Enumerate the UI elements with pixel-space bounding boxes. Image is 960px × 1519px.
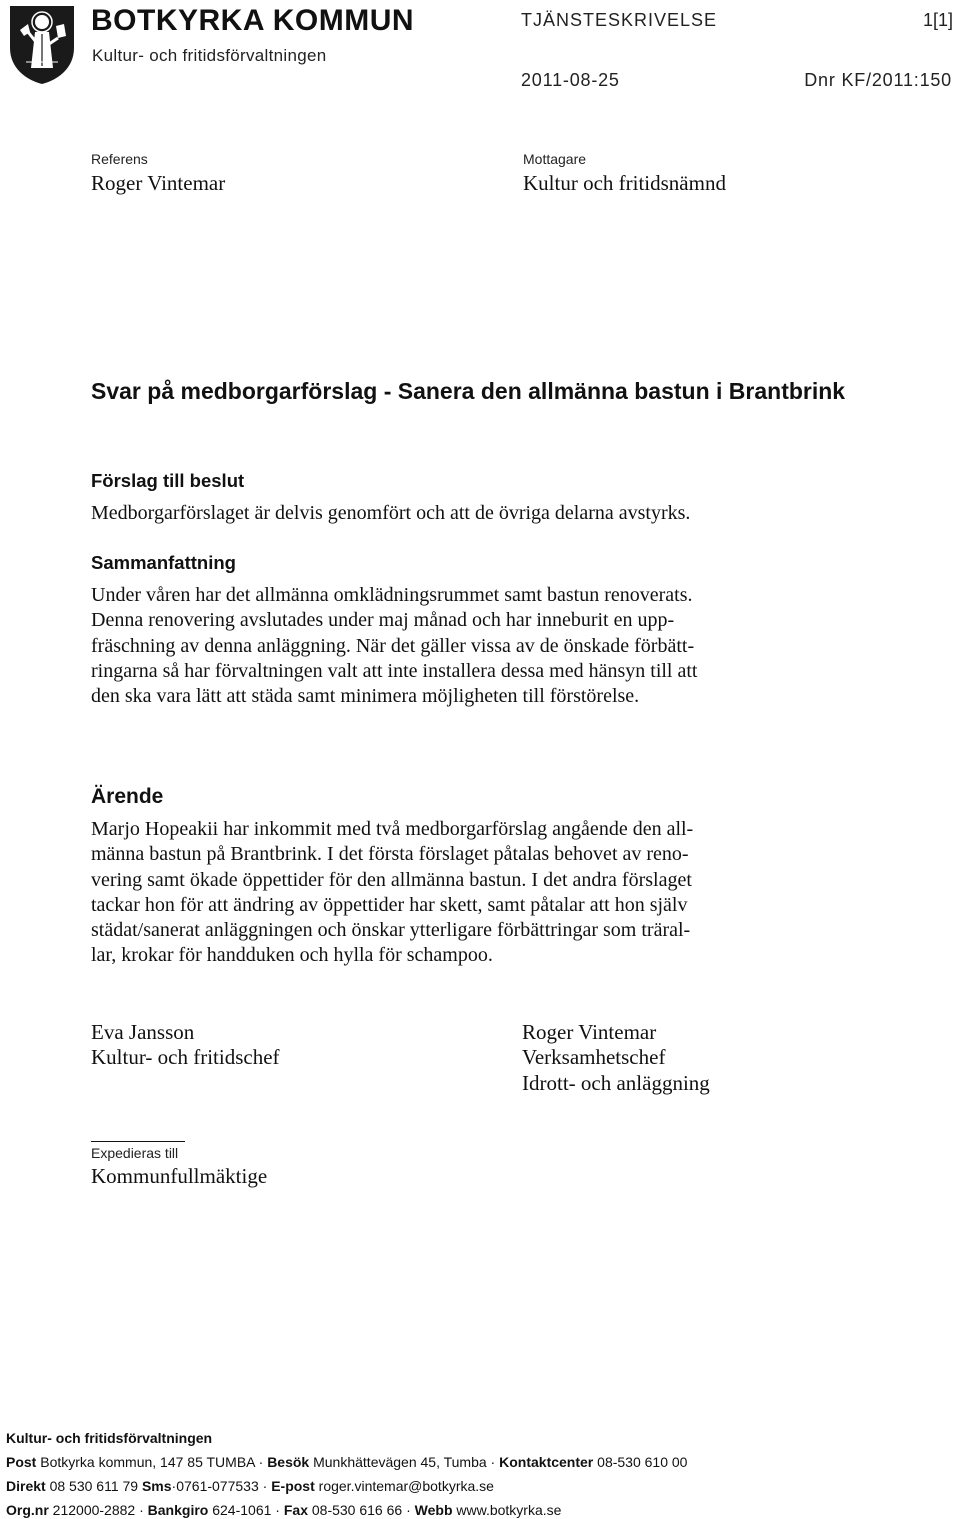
matter-line: tackar hon för att ändring av öppettider har skett, samt påtalar att hon själv	[91, 893, 688, 916]
recipient-name: Kultur och fritidsnämnd	[523, 171, 726, 195]
footer-line-3: Org.nr 212000-2882 · Bankgiro 624-1061 · Fax 08-530 616 66 · Webb www.botkyrka.se	[6, 1502, 562, 1518]
matter-line: vering samt ökade öppettider för den allmänna bastun. I det andra förslaget	[91, 868, 692, 891]
matter-line: lar, krokar för handduken och hylla för schampoo.	[91, 944, 493, 967]
registration-number: Dnr KF/2011:150	[804, 70, 952, 90]
footer-line-2: Direkt 08 530 611 79 Sms·0761-077533 · E-post roger.vintemar@botkyrka.se	[6, 1478, 494, 1494]
summary-line: fräschning av denna anläggning. När det gäller vissa av de önskade förbätt-	[91, 634, 695, 657]
page-number: 1[1]	[922, 10, 953, 30]
dispatch-recipient: Kommunfullmäktige	[91, 1164, 268, 1188]
reference-label: Referens	[91, 151, 148, 167]
footer-org: Kultur- och fritidsförvaltningen	[6, 1430, 213, 1446]
matter-heading: Ärende	[91, 785, 164, 808]
dispatch-divider	[91, 1141, 185, 1142]
org-name: BOTKYRKA KOMMUN	[91, 4, 415, 37]
signatory-right-name: Roger Vintemar	[522, 1020, 657, 1044]
summary-line: ringarna så har förvaltningen valt att inte installera dessa med hänsyn till att	[91, 659, 698, 682]
summary-paragraph	[91, 583, 697, 709]
document-type: TJÄNSTESKRIVELSE	[521, 10, 718, 30]
summary-line: Under våren har det allmänna omklädningsrummet samt bastun renoverats.	[91, 584, 693, 606]
document-date: 2011-08-25	[521, 70, 620, 90]
dispatch-label: Expedieras till	[91, 1145, 179, 1161]
reference-name: Roger Vintemar	[91, 171, 226, 195]
footer-email-link[interactable]: roger.vintemar@botkyrka.se	[318, 1478, 494, 1494]
proposal-text: Medborgarförslaget är delvis genomfört och att de övriga delarna avstyrks.	[91, 502, 691, 524]
signatory-left-name: Eva Jansson	[91, 1020, 195, 1044]
matter-line: männa bastun på Brantbrink. I det första förslaget påtalas behovet av reno-	[91, 843, 689, 866]
footer-web-link[interactable]: www.botkyrka.se	[456, 1502, 562, 1518]
document-title: Svar på medborgarförslag - Sanera den allmänna bastun i Brantbrink	[91, 378, 846, 404]
signatory-right-unit: Idrott- och anläggning	[522, 1071, 710, 1095]
summary-line: den ska vara lätt att städa samt minimera möjligheten till förstörelse.	[91, 685, 640, 708]
signatory-right-title: Verksamhetschef	[522, 1045, 666, 1069]
proposal-heading: Förslag till beslut	[91, 470, 245, 491]
matter-paragraph	[91, 817, 693, 969]
municipality-coat-of-arms-logo	[6, 2, 78, 86]
footer-line-1: Post Botkyrka kommun, 147 85 TUMBA · Besök Munkhättevägen 45, Tumba · Kontaktcenter 08-530 610 00	[6, 1454, 688, 1470]
summary-heading: Sammanfattning	[91, 552, 236, 573]
department-name: Kultur- och fritidsförvaltningen	[92, 46, 327, 65]
signatory-left-title: Kultur- och fritidschef	[91, 1045, 280, 1069]
recipient-label: Mottagare	[523, 151, 587, 167]
matter-line: Marjo Hopeakii har inkommit med två medborgarförslag angående den all-	[91, 818, 694, 840]
summary-line: Denna renovering avslutades under maj månad och har inneburit en upp-	[91, 609, 675, 632]
matter-line: städat/sanerat anläggningen och önskar ytterligare förbättringar som träral-	[91, 919, 691, 942]
